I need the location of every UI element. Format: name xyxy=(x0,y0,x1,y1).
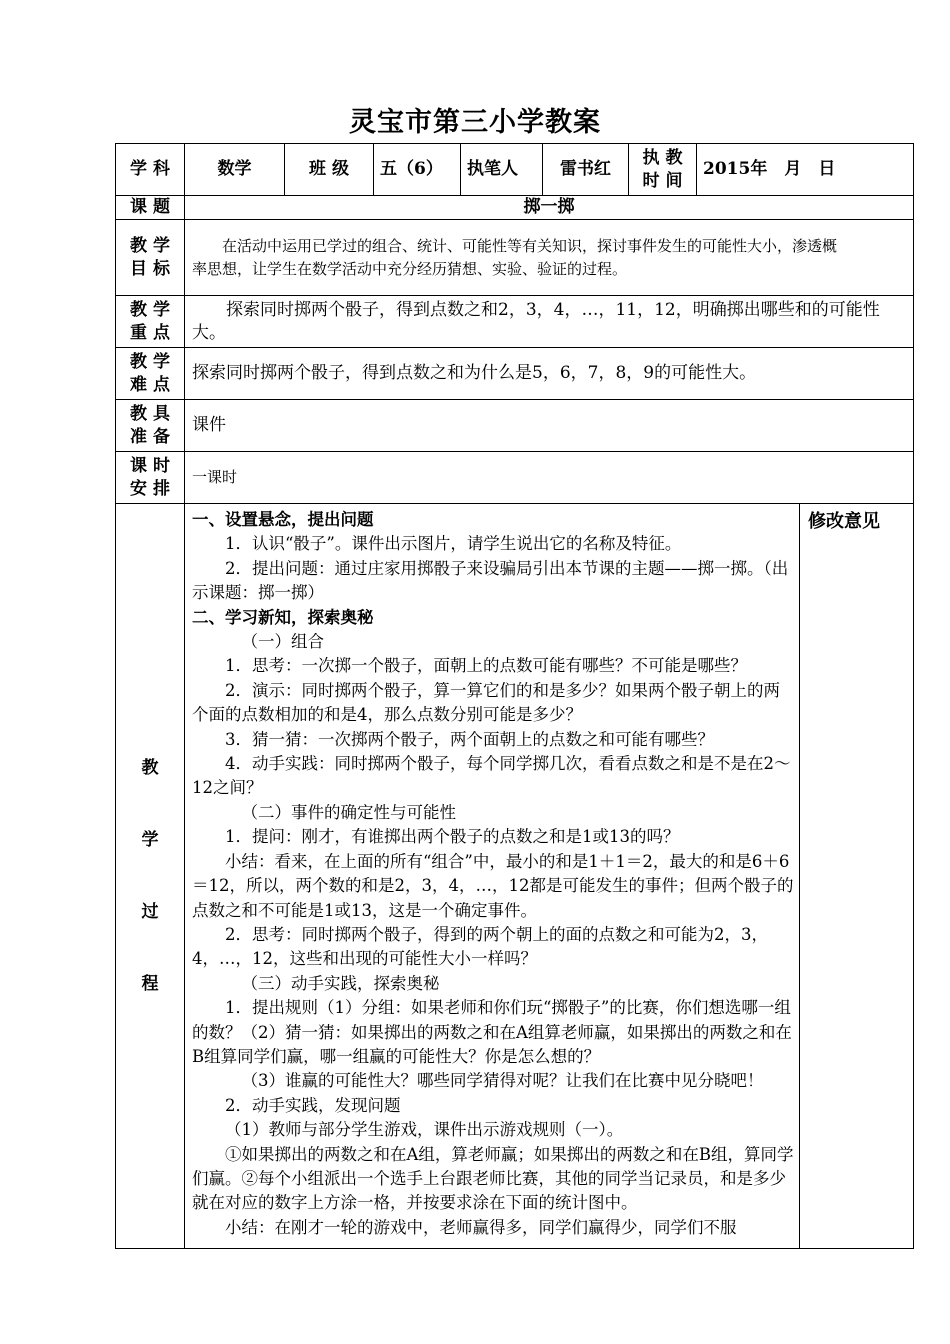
difficulties-label xyxy=(116,348,185,400)
tools-row xyxy=(116,400,914,452)
author-value: 雷书红 xyxy=(543,144,629,196)
process-paragraph: 1．提出规则（1）分组：如果老师和你们玩“掷骰子”的比赛，你们想选哪一组的数？（2）猜一猜：如果掷出的两数之和在A组算老师赢，如果掷出的两数之和在B组算同学们赢，哪一组赢的可能性大？你是怎么想的？ xyxy=(192,998,792,1066)
difficulties-text: 探索同时掷两个骰子，得到点数之和为什么是5，6，7，8，9的可能性大。 xyxy=(185,348,914,400)
schedule-label-line-1: 课 时 xyxy=(130,455,170,476)
section-heading: 二、学习新知，探索奥秘 xyxy=(192,607,374,627)
process-row xyxy=(116,504,914,1249)
topic-row xyxy=(116,196,914,220)
tools-text: 课件 xyxy=(185,400,914,452)
process-paragraph: 2．动手实践，发现问题 xyxy=(225,1095,401,1115)
key-points-text: 探索同时掷两个骰子，得到点数之和2，3，4，…，11，12，明确掷出哪些和的可能性大。 xyxy=(185,296,914,348)
process-paragraph: 1．认识“骰子”。课件出示图片，请学生说出它的名称及特征。 xyxy=(225,534,682,554)
process-paragraph: 小结：看来，在上面的所有“组合”中，最小的和是1＋1＝2，最大的和是6＋6＝12，所以，两个数的和是2，3，4，…，12都是可能发生的事件；但两个骰子的点数之和不可能是1或13，这是一个确定事件。 xyxy=(192,851,794,920)
process-label xyxy=(116,504,185,1249)
process-paragraph: 2．演示：同时掷两个骰子，算一算它们的和是多少？如果两个骰子朝上的两个面的点数相加的和是4，那么点数分别可能是多少？ xyxy=(192,680,780,725)
process-paragraph: 2．思考：同时掷两个骰子，得到的两个朝上的面的点数之和可能为2，3，4，…，12，这些和出现的可能性大小一样吗？ xyxy=(192,924,768,969)
process-paragraph: 3．猜一猜：一次掷两个骰子，两个面朝上的点数之和可能有哪些？ xyxy=(225,729,714,749)
goals-line-1: 在活动中运用已学过的组合、统计、可能性等有关知识，探讨事件发生的可能性大小，渗透概 xyxy=(222,236,838,255)
author-label: 执笔人 xyxy=(461,144,543,196)
goals-label-line-2: 目 标 xyxy=(130,258,170,279)
page-title: 灵宝市第三小学教案 xyxy=(349,107,601,138)
schedule-text: 一课时 xyxy=(185,452,914,504)
subsection-heading: （一）组合 xyxy=(241,632,324,652)
tools-label-line-2: 准 备 xyxy=(130,426,170,447)
revise-opinion-label: 修改意见 xyxy=(800,504,914,1249)
process-paragraph: 4．动手实践：同时掷两个骰子，每个同学掷几次，看看点数之和是不是在2～12之间？ xyxy=(192,754,791,798)
process-paragraph: （3）谁赢的可能性大？哪些同学猜得对呢？让我们在比赛中见分晓吧！ xyxy=(241,1071,764,1091)
lesson-plan-table xyxy=(115,143,914,1249)
process-paragraph: 2．提出问题：通过庄家用掷骰子来设骗局引出本节课的主题——掷一掷。（出示课题：掷一掷） xyxy=(192,558,789,603)
process-paragraph: （1）教师与部分学生游戏，课件出示游戏规则（一）。 xyxy=(225,1120,624,1140)
schedule-label xyxy=(116,452,185,504)
tools-label xyxy=(116,400,185,452)
key-points-row xyxy=(116,296,914,348)
schedule-label-line-2: 安 排 xyxy=(130,478,170,499)
section-heading: 一、设置悬念，提出问题 xyxy=(192,510,374,529)
process-label-char: 程 xyxy=(141,974,159,994)
time-label-line-2: 时 间 xyxy=(642,170,683,191)
time-label xyxy=(629,144,697,196)
header-row xyxy=(116,144,914,196)
subject-label: 学 科 xyxy=(116,144,185,196)
process-label-char: 教 xyxy=(141,758,159,778)
schedule-row xyxy=(116,452,914,504)
topic-value: 掷一掷 xyxy=(185,196,914,220)
process-label-char: 过 xyxy=(141,902,159,922)
goals-label-line-1: 教 学 xyxy=(130,235,170,256)
difficulties-label-line-2: 难 点 xyxy=(130,374,170,395)
class-value: 五（6） xyxy=(374,144,461,196)
tools-label-line-1: 教 具 xyxy=(130,403,170,424)
difficulties-row xyxy=(116,348,914,400)
process-paragraph: 小结：在刚才一轮的游戏中，老师赢得多，同学们赢得少，同学们不服 xyxy=(225,1217,737,1237)
key-points-label-line-1: 教 学 xyxy=(130,299,170,320)
time-label-line-1: 执 教 xyxy=(642,147,683,168)
topic-label: 课 题 xyxy=(116,196,185,220)
goals-text xyxy=(185,220,914,296)
goals-line-2: 率思想，让学生在数学活动中充分经历猜想、实验、验证的过程。 xyxy=(192,259,628,278)
process-paragraph: ①如果掷出的两数之和在A组，算老师赢；如果掷出的两数之和在B组，算同学们赢。②每个小组派出一个选手上台跟老师比赛，其他的同学当记录员，和是多少就在对应的数字上方涂一格，并按要求涂在下面的统计图中。 xyxy=(192,1144,794,1213)
subject-value: 数学 xyxy=(185,144,285,196)
difficulties-label-line-1: 教 学 xyxy=(130,351,170,372)
process-content xyxy=(185,504,800,1249)
date-value: 2015年 月 日 xyxy=(697,144,914,196)
key-points-label-line-2: 重 点 xyxy=(130,322,170,343)
process-paragraph: 1．思考：一次掷一个骰子，面朝上的点数可能有哪些？不可能是哪些？ xyxy=(225,656,747,676)
subsection-heading: （三）动手实践，探索奥秘 xyxy=(241,973,440,993)
goals-label xyxy=(116,220,185,296)
key-points-label xyxy=(116,296,185,348)
process-label-char: 学 xyxy=(141,830,159,850)
subsection-heading: （二）事件的确定性与可能性 xyxy=(241,802,456,822)
process-paragraph: 1．提问：刚才，有谁掷出两个骰子的点数之和是1或13的吗？ xyxy=(225,827,680,847)
class-label: 班 级 xyxy=(285,144,374,196)
goals-row xyxy=(116,220,914,296)
